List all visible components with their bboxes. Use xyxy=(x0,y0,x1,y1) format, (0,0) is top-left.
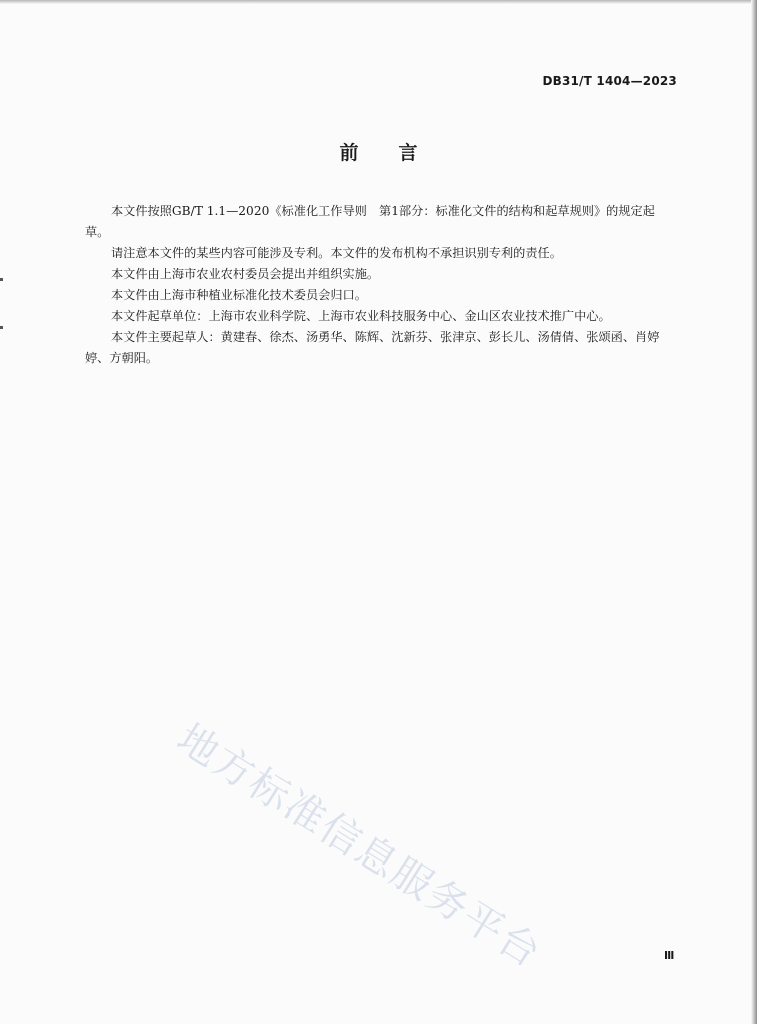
foreword-body xyxy=(85,201,677,369)
document-number: DB31/T 1404—2023 xyxy=(542,74,677,88)
paragraph-proposer: 本文件由上海市农业农村委员会提出并组织实施。 xyxy=(111,267,380,281)
watermark: 地方标准信息服务平台 xyxy=(168,715,550,978)
paragraph-drafting-rules: 本文件按照GB/T 1.1—2020《标准化工作导则 第1部分：标准化文件的结构和起草规则》的规定起草。 xyxy=(85,204,655,239)
scan-edge-top xyxy=(0,0,757,4)
paragraph-patent-notice: 请注意本文件的某些内容可能涉及专利。本文件的发布机构不承担识别专利的责任。 xyxy=(111,246,562,260)
page-title: 前言 xyxy=(339,142,458,164)
paragraph-drafters: 本文件主要起草人：黄建春、徐杰、汤勇华、陈辉、沈新芬、张津京、彭长儿、汤倩倩、张颂函、肖婷婷、方朝阳。 xyxy=(85,330,660,365)
paragraph-drafting-units: 本文件起草单位：上海市农业科学院、上海市农业科技服务中心、金山区农业技术推广中心。 xyxy=(111,309,611,323)
page-number: Ⅲ xyxy=(664,949,675,962)
paragraph-technical-committee: 本文件由上海市种植业标准化技术委员会归口。 xyxy=(111,288,367,302)
